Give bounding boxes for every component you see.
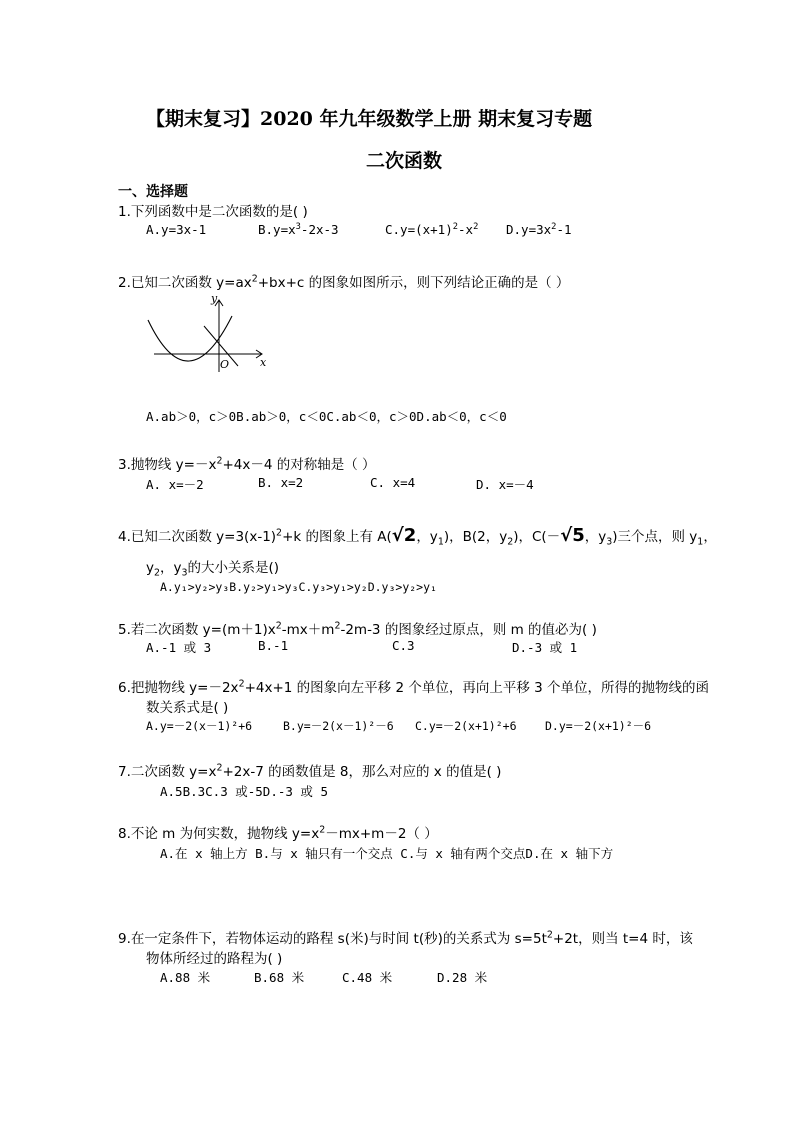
question-7-options: A.5B.3C.3 或-5D.-3 或 5 [160, 784, 328, 799]
question-5-option-d: D.-3 或 1 [512, 640, 578, 655]
question-3-option-a: A. x=－2 [146, 477, 204, 492]
section-heading: 一、选择题 [118, 184, 188, 200]
question-7-stem: 7.二次函数 $y=x^2+2x-7$ 的函数值是 8，那么对应的 x 的值是( ) [118, 762, 502, 780]
question-5-option-b: B.-1 [258, 638, 289, 653]
question-9-stem: 9.在一定条件下，若物体运动的路程 s(米)与时间 t(秒)的关系式为 $s=5t^2+2t$，则当 t=4 时，该 [118, 929, 693, 947]
question-4-stem: 4.已知二次函数 $y=3(x-1)^2+k$ 的图象上有 A(√2，$y_1$)，B(2，$y_2$)，C(－√5，$y_3$)三个点，则 $y_1$， [118, 525, 717, 548]
graph-y-label: y [211, 294, 218, 305]
question-1-option-b: $B.y=x^3-2x-3$ [258, 221, 339, 237]
page-subtitle: 二次函数 [366, 150, 443, 172]
question-6-option-c: C.y=－2(x+1)²+6 [415, 719, 517, 733]
question-4-stem-line2: $y_2$，$y_3$的大小关系是() [146, 560, 280, 579]
question-5-stem: 5.若二次函数 $y=(m+1)x^2-mx+m^2-2m-3$ 的图象经过原点，则 m 的值必为( ) [118, 620, 597, 638]
question-8-options: A.在 x 轴上方 B.与 x 轴只有一个交点 C.与 x 轴有两个交点D.在 x 轴下方 [160, 846, 614, 861]
question-9-option-d: D.28 米 [437, 970, 488, 985]
question-3-option-b: B. x=2 [258, 475, 304, 490]
parabola-graph [140, 294, 272, 376]
question-6-option-b: B.y=－2(x－1)²－6 [283, 719, 394, 733]
question-9-option-a: A.88 米 [160, 970, 211, 985]
question-5-option-a: A.-1 或 3 [146, 640, 212, 655]
question-8-stem: 8.不论 m 为何实数，抛物线 $y=x^2-mx+m-2$（ ） [118, 824, 438, 842]
question-1-option-d: $D.y=3x^2-1$ [506, 221, 572, 237]
question-9-stem-line2: 物体所经过的路程为( ) [146, 951, 283, 967]
question-2-stem: 2.已知二次函数 $y=ax^2+bx+c$ 的图象如图所示，则下列结论正确的是（ ） [118, 273, 570, 291]
graph-x-label: x [260, 356, 267, 369]
question-6-option-a: A.y=－2(x－1)²+6 [146, 719, 253, 733]
question-6-stem-line2: 数关系式是( ) [146, 700, 229, 716]
question-3-option-d: D. x=－4 [476, 477, 534, 492]
page-title: 【期末复习】2020 年九年级数学上册 期末复习专题 [146, 108, 593, 130]
question-9-option-b: B.68 米 [254, 970, 305, 985]
question-2-options: A.ab＞0，c＞0B.ab＞0，c＜0C.ab＜0，c＞0D.ab＜0，c＜0 [146, 409, 507, 424]
question-1-option-a: A.y=3x-1 [146, 222, 207, 237]
question-6-option-d: D.y=－2(x+1)²－6 [545, 719, 652, 733]
question-1-option-c: $C.y=(x+1)^2-x^2$ [385, 221, 479, 237]
graph-origin-label: O [220, 358, 230, 371]
question-3-stem: 3.抛物线 $y=-x^2+4x-4$ 的对称轴是（ ） [118, 455, 376, 473]
question-3-option-c: C. x=4 [370, 475, 416, 490]
question-4-options: A.y₁>y₂>y₃B.y₂>y₁>y₃C.y₃>y₁>y₂D.y₃>y₂>y₁ [160, 580, 437, 594]
question-6-stem: 6.把抛物线 $y=-2x^2+4x+1$ 的图象向左平移 2 个单位，再向上平移 3 个单位，所得的抛物线的函 [118, 678, 710, 696]
question-9-option-c: C.48 米 [342, 970, 393, 985]
question-5-option-c: C.3 [392, 638, 415, 653]
question-1-stem: 1.下列函数中是二次函数的是( ) [118, 204, 308, 220]
